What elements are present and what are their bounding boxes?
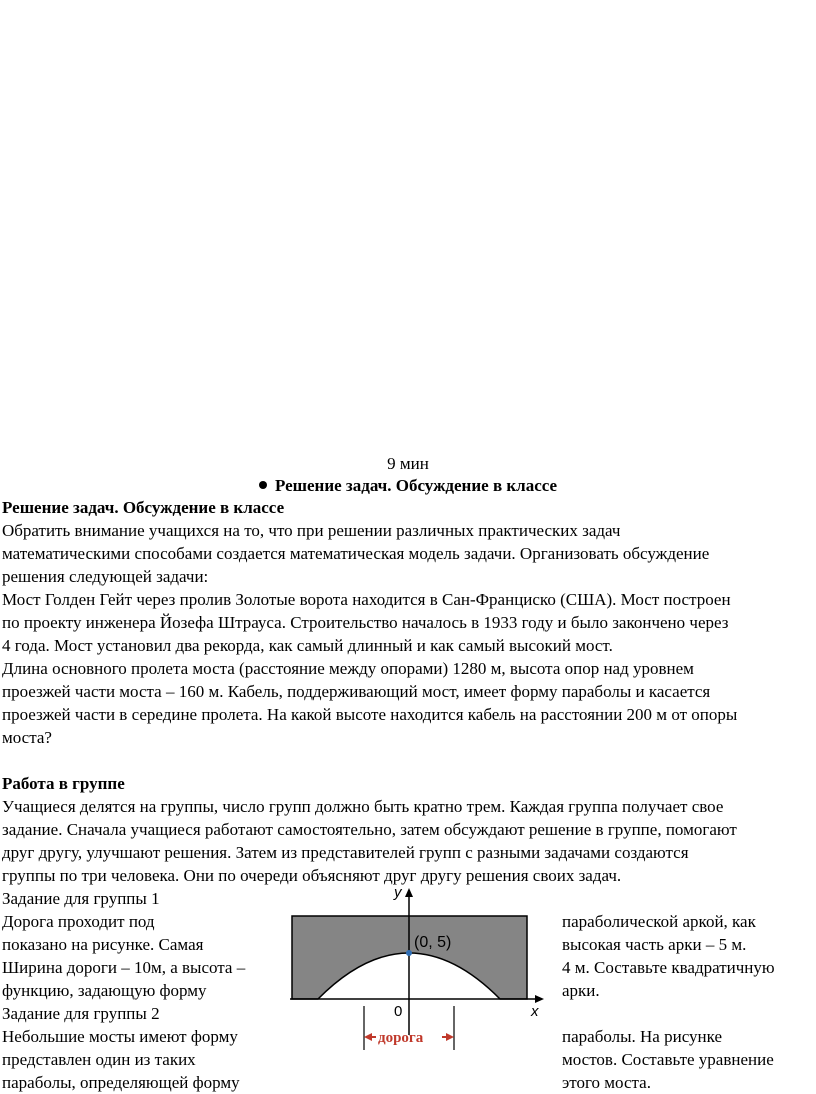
task2-left-line: Небольшие мосты имеют форму: [2, 1027, 238, 1046]
para1-line: Мост Голден Гейт через пролив Золотые ворота находится в Сан-Франциско (США). Мост построен: [2, 590, 731, 609]
vertex-label: (0, 5): [414, 934, 452, 951]
heading-problem-solving: Решение задач. Обсуждение в классе: [2, 498, 285, 517]
heading-group-work: Работа в группе: [2, 774, 125, 793]
task2-right-line: параболы. На рисунке: [562, 1027, 722, 1046]
task1-left-line: Дорога проходит под: [2, 912, 155, 931]
origin-label: 0: [394, 1003, 403, 1020]
road-arrow-left-icon: [364, 1033, 372, 1041]
para1-line: проезжей части в середине пролета. На какой высоте находится кабель на расстоянии 200 м от опоры: [2, 705, 738, 724]
para1-line: моста?: [2, 728, 52, 747]
para2-line: Учащиеся делятся на группы, число групп должно быть кратно трем. Каждая группа получает свое: [2, 797, 724, 816]
task1-right-line: арки.: [562, 981, 600, 1000]
task2-right-line: мостов. Составьте уравнение: [562, 1050, 774, 1069]
vertex-point: [406, 950, 412, 956]
task1-right-line: высокая часть арки – 5 м.: [562, 935, 747, 954]
x-axis-arrow-icon: [535, 995, 544, 1003]
para1-line: Обратить внимание учащихся на то, что при решении различных практических задач: [2, 521, 621, 540]
task2-left-line: параболы, определяющей форму: [2, 1073, 240, 1092]
para1-line: Длина основного пролета моста (расстояние между опорами) 1280 м, высота опор над уровнем: [2, 659, 694, 678]
para1-line: математическими способами создается математическая модель задачи. Организовать обсуждение: [2, 544, 710, 563]
x-label: x: [531, 1003, 539, 1020]
para1-line: 4 года. Мост установил два рекорда, как самый длинный и как самый высокий мост.: [2, 636, 613, 655]
task2-title: Задание для группы 2: [2, 1004, 160, 1023]
task1-right-line: параболической аркой, как: [562, 912, 756, 931]
task2-right-line: этого моста.: [562, 1073, 651, 1092]
road-label: дорога: [378, 1030, 424, 1046]
y-axis-arrow-icon: [405, 888, 413, 897]
y-label: y: [394, 884, 402, 901]
para1-line: по проекту инженера Йозефа Штрауса. Строительство началось в 1933 году и было закончено через: [2, 613, 729, 632]
para2-line: задание. Сначала учащиеся работают самостоятельно, затем обсуждают решение в группе, помогают: [2, 820, 737, 839]
lesson-time: 9 мин: [387, 454, 429, 473]
task1-title: Задание для группы 1: [2, 889, 160, 908]
task2-left-line: представлен один из таких: [2, 1050, 196, 1069]
section-bullet-text: Решение задач. Обсуждение в классе: [274, 476, 558, 495]
task1-left-line: показано на рисунке. Самая: [2, 935, 204, 954]
task1-left-line: Ширина дороги – 10м, а высота –: [2, 958, 246, 977]
para2-line: друг другу, улучшают решения. Затем из представителей групп с разными задачами создаются: [2, 843, 689, 862]
para1-line: проезжей части моста – 160 м. Кабель, поддерживающий мост, имеет форму параболы и касается: [2, 682, 711, 701]
para2-line: группы по три человека. Они по очереди объясняют друг другу решения своих задач.: [2, 866, 622, 885]
task1-left-line: функцию, задающую форму: [2, 981, 207, 1000]
task1-right-line: 4 м. Составьте квадратичную: [562, 958, 775, 977]
road-arrow-right-icon: [446, 1033, 454, 1041]
para1-line: решения следующей задачи:: [2, 567, 209, 586]
